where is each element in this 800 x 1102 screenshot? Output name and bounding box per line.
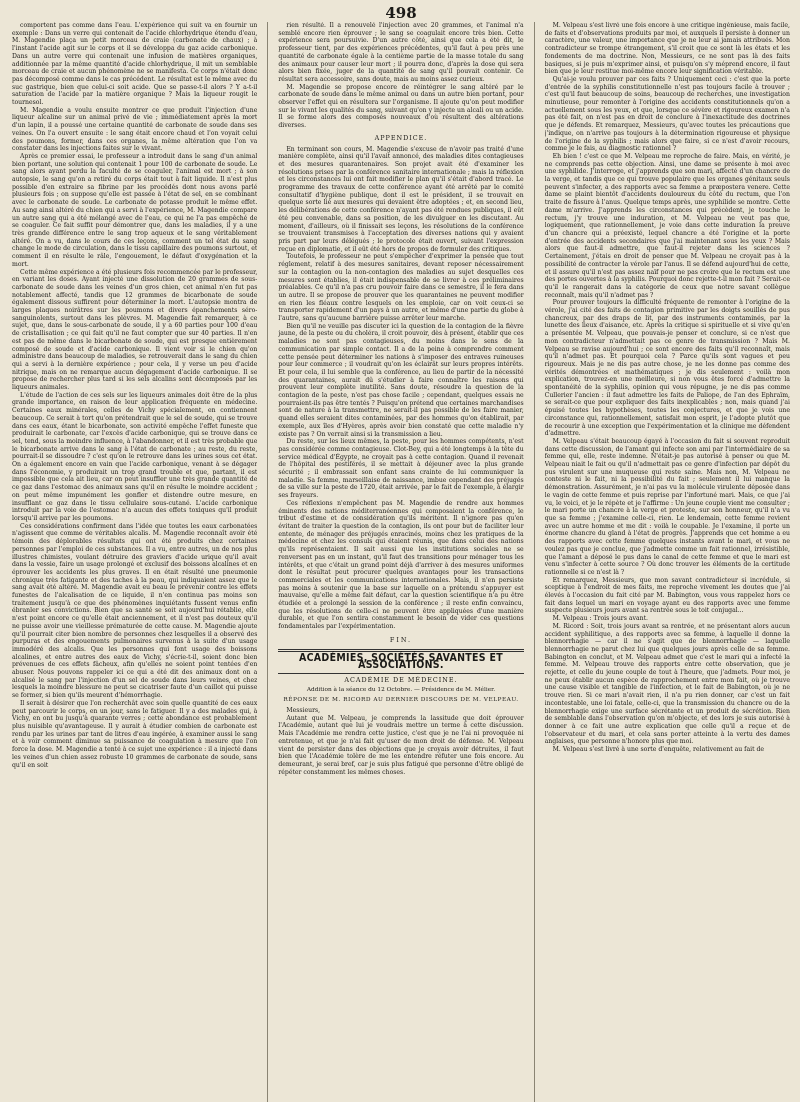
column-2 [278,22,523,1102]
paragraph: M. Velpeau s'est livré une fois encore à une critique ingénieuse, mais facile, de faits et d'observations produits par moi, et auxquels il persiste à donner un caractère, une valeur, une importance que je ne leur ai jamais attribués. Mon contradicteur se trompe étrangement, s'il croit que ce sont là les états et les fondements de ma doctrine. Non, Messieurs, ce ne sont pas là des faits basiques, si je puis m'exprimer ainsi, et puisqu'on s'y méprend encore, il faut bien que je leur restitue moi-même encore leur signification véritable. [544,22,790,76]
page-header [12,6,790,20]
paragraph: Et remarquez, Messieurs, que mon savant contradicteur si incrédule, si sceptique à l'endroit de mes faits, me reproche vivement les doutes que j'ai élevés à l'occasion du fait cité par M. Babington, vous vous rappelez hors ce fait dans lequel un mari en voyage ayant eu des rapports avec une femme suspecte plusieurs jours avant sa rentrée sous le toit conjugal... [544,576,790,615]
column-1 [12,22,257,1102]
paragraph: Du reste, sur les lieux mêmes, la peste, pour les hommes compétents, n'est pas considérée comme contagieuse. Clot-Bey, qui a été longtemps à la tête du service médical d'Égypte, ne croyait pas à cette contagion. Quand il revenait de l'hôpital des pestiférés, il se mettait à déjeuner avec la plus grande sécurité ; il embrassait son enfant sans crainte de lui communiquer la maladie. Sa femme, marseillaise de naissance, imbue cependant des préjugés de sa ville sur la peste de 1720, était arrivée, par le fait de l'exemple, à élargir ses frayeurs. [278,438,524,500]
section-rule [278,673,523,674]
paragraph: comportent pas comme dans l'eau. L'expérience qui suit va en fournir un exemple : Dans un verre qui contenait de l'acide chlorhydrique étendu d'eau, M. Magendie plaça un petit morceau de craie (carbonate de chaux) ; à l'instant l'acide agit sur le corps et il se développa du gaz acide carbonique. Dans un autre verre qui contenait une infusion de matières organiques, additionnée par la même quantité d'acide chlorhydrique, il mit un semblable morceau de craie et aucun phénomène ne se manifesta. Ce corps n'était donc pas décomposé comme dans le cas précédent. Le résultat est le même avec du suc gastrique, bien que celui-ci soit acide. Que se passe-t-il alors ? Y a-t-il saturation de l'acide par la matière organique ? Mais la liqueur rougit le tournesol. [12,22,258,107]
paragraph: Il serait à désirer que l'on recherchât avec soin quelle quantité de ces eaux peut parcourir le corps, en un jour, sans le fatiguer. Il y a des malades qui, à Vichy, en ont bu jusqu'à quarante verres ; cette abondance est probablement plus nuisible qu'avantageuse. Il y aurait à étudier combien de carbonate est rendu par les urines par tant de litres d'eau ingérée, à examiner aussi le sang et à voir comment diminue sa puissance de coagulation à mesure que l'on force la dose. M. Magendie a tenté à ce sujet une expérience : il a injecté dans les veines d'un chien assez robuste 10 grammes de carbonate de soude, sans qu'il en soit [12,699,258,769]
paragraph: M. Velpeau s'est livré à une sorte d'enquête, relativement au fait de [552,746,765,754]
paragraph: Ces considérations confirment dans l'idée que toutes les eaux carbonatées n'agissent que comme de véritables alcalis. M. Magendie reconnaît avoir été témoin des déplorables résultats qui ont été produits chez certaines personnes par l'emploi de ces substances. Il a vu, entre autres, un de nos plus illustres chimistes, voulant détruire des graviers d'acide urique qu'il avait dans la vessie, faire un usage prolongé et exclusif des boissons alcalines et en éprouver les accidents les plus graves. Il en était résulté une pneumonie chronique très fatigante et des taches à la peau, qui indiquaient assez que le sang avait été altéré. M. Magendie avait eu beau le prévenir contre les effets funestes de l'alcalisation de ce liquide, il n'en continua pas moins son traitement jusqu'à ce que des phénomènes inquiétants fussent venus enfin ébranler ses convictions. Bien que sa santé se soit aujourd'hui rétablie, elle n'est point encore ce qu'elle était anciennement, et il n'est pas douteux qu'il ne puisse avoir une vieillesse prématurée de cette cause. M. Magendie ajoute qu'il pourrait citer bien nombre de personnes chez lesquelles il a observé des purpuras et des engouements pulmonaires survenus à la suite d'un usage immodéré des alcalis. Que les personnes qui font usage des boissons alcalines, et entre autres des eaux de Vichy, s'écrie-t-il, soient donc bien prévenues de ces effets fâcheux, afin qu'elles ne soient point tentées d'en abuser. Nous pouvons rappeler ici ce qui a été dit des animaux dont on a alcalisé le sang par l'injection d'un sel de soude dans leurs veines, et chez lesquels la moindre blessure ne peut se cicatriser faute d'un caillot qui puisse se former, si bien qu'ils meurent d'hémorrhagie. [12,522,258,700]
paragraph: M. Magendie a voulu ensuite montrer ce que produit l'injection d'une liqueur alcaline sur un animal privé de vie ; immédiatement après la mort d'un lapin, il a poussé une certaine quantité de carbonate de soude dans ses veines. On l'a ouvert ensuite : le sang était encore chaud et l'on voyait celui des poumons, former, dans ces organes, la même altération que l'on va constater dans les injections faites sur le vivant. [12,106,258,153]
session-line: Addition à la séance du 12 Octobre. — Présidence de M. Mélier. [306,686,496,693]
paragraph: Cette même expérience a été plusieurs fois recommencée par le professeur, en variant les doses. Ayant injecté une dissolution de 20 grammes de sous-carbonate de soude dans les veines d'un gros chien, cet animal n'en fut pas notablement affecté, tandis que 12 grammes de bicarbonate de soude également dissous suffirent pour déterminer la mort. L'autopsie montra de larges plaques noirâtres sur les poumons et divers épanchements séro-sanguinolents, surtout dans les plèvres. M. Magendie fait remarquer, à ce sujet, que, dans le sous-carbonate de soude, il y a 60 parties pour 100 d'eau de cristallisation ; ce qui fait qu'il ne faut compter que sur 40 parties. Il n'en est pas de même dans le bicarbonate de soude, qui est presque entièrement composé de soude et d'acide carbonique. Il vient voir si le chien qu'on administre dans beaucoup de maladies, se retrouverait dans le sang du chien qui a servi à la dernière expérience ; pour cela, il y verse un peu d'acide nitrique, mais on ne remarque aucun dégagement d'acide carbonique. Il se propose de rechercher plus tard si les sels alcalins sont décomposés par les liqueurs animales. [12,268,258,392]
paragraph: En terminant son cours, M. Magendie s'excuse de n'avoir pas traité d'une manière complète, ainsi qu'il l'avait annoncé, des maladies dites contagieuses et des mesures quarantenaires. Son projet avait été d'examiner les résolutions prises par la conférence sanitaire internationale ; mais la réflexion et les circonstances lui ont fait modifier le plan qu'il s'était d'abord tracé. Le programme des travaux de cette conférence ayant été arrêté par le comité consultatif d'hygiène publique, dont il est le président, il se trouvait en quelque sorte lié aux mesures qui devaient être adoptées ; et, en second lieu, les délibérations de cette conférence n'ayant pas été rendues publiques, il eût été peu convenable, dans sa position, de les divulguer en les discutant. Au moment, d'ailleurs, où il finissait ses leçons, les résolutions de la conférence se trouvaient transmises à l'acceptation des diverses nations qui y avaient pris part par leurs délégués ; le protocole était ouvert, suivant l'expression reçue en diplomatie, et il eût été hors de propos de formuler des critiques. [278,145,524,253]
paragraph: Après ce premier essai, le professeur a introduit dans le sang d'un animal bien portant, une solution qui contenait 1 pour 100 de carbonate de soude. Le sang alors ayant perdu la faculté de se coaguler, l'animal est mort ; à son autopsie, le sang qu'on a retiré du corps était tout à fait liquide. Il n'est plus possible d'en extraire sa fibrine par les procédés dont nous avons parlé plusieurs fois ; on suppose qu'elle est passée à l'état de sel, en se combinant avec le carbonate de soude. Le carbonate de potasse produit le même effet. Au sang ainsi altéré du chien qui a servi à l'expérience, M. Magendie compare un autre sang qui a été mélangé avec de l'eau, ce qui ne l'a pas empêché de se coaguler. Ce fait suffit pour démontrer que, dans les maladies, il y a une très grande différence entre le sang trop aqueux et le sang véritablement altéré. On a vu, dans le cours de ces leçons, comment un tel état du sang change le mode de circulation, dans le tissu capillaire des poumons surtout, et comment il en résulte le râle, l'engouement, le défaut d'oxygénation et la mort. [12,152,258,268]
paragraph: M. Magendie se propose encore de réintégrer le sang altéré par le carbonate de soude dans le même animal ou dans un autre bien portant, pour observer l'effet qui en résultera sur l'organisme. Il ajoute qu'on peut modifier sur le vivant les qualités du sang, suivant qu'on y injecte un alcali ou un acide. Il se forme alors des composés nouveaux d'où résultent des altérations diverses. [278,83,524,130]
paragraph: Eh bien ! c'est ce que M. Velpeau me reproche de faire. Mais, en vérité, je ne comprends pas cette objection. Ainsi, une dame se présente à moi avec une syphilide. J'interroge, et j'apprends que son mari, affecté d'un chancre de la verge, et tandis que ce qui trouve populaire que les organes génitaux seuls peuvent s'infecter, a des rapports avec sa femme a præpostera venere. Cette dame se plaint bientôt d'accidents douloureux du côté du rectum, que l'on traite de fissure à l'anus. Quelque temps après, une syphilide se montre. Cette dame m'arrive. J'apprends les circonstances qui précèdent, je touche le rectum, j'y trouve une induration, et M. Velpeau ne veut pas que, logiquement, que rationnellement, je voie dans cette induration la preuve d'un chancre qui a préexisté, lequel chancre a été l'origine et la porte d'entrée des accidents secondaires que j'ai maintenant sous les yeux ? Mais alors que faut-il admettre, que faut-il rejeter dans les sciences ? Certainement, j'étais en droit de penser que M. Velpeau ne croyait pas à la possibilité de contracter la vérole par l'anus. Il se défend aujourd'hui de cette, et il assure qu'il n'est pas assez naïf pour ne pas croire que le rectum est une des portes ouvertes à la syphilis. Pourquoi donc rejette-t-il mon fait ? Serait-ce qu'il le rangerait dans la catégorie de ceux que notre savant collègue reconnaît, mais qu'il n'admet pas ? [544,152,790,299]
dialogue-line: M. Ricord : Soit, trois jours avant sa rentrée, et ne présentant alors aucun accident syphilitique, a des rapports avec sa femme, à laquelle il donne la blennorrhagie — car il ne s'agit que de blennorrhagie — laquelle blennorrhagie ne parut chez lui que quelques jours après celle de sa femme. Babington en conclut, et M. Velpeau admet que c'est le mari qui a infecté la femme. M. Velpeau trouve des rapports entre cette observation, que je rejette, et celle du jeune couple de tout à l'heure, que j'admets. Pour moi, je ne peux établir aucun espèce de rapprochement entre mon fait, où je trouve une cause visible et tangible de l'infection, et le fait de Babington, où je ne trouve rien. Si ce mari n'avait rien, il n'a pu rien donner, car c'est un fait incontestable, une loi fatale, celle-ci, que la transmission du chancre ou de la blennorrhagie exige une surface sécrétante et un produit de sécrétion. Rien de semblable dans l'observation qu'on m'objecte, et des lors je suis autorisé à donner à ce fait une autre explication que celle qu'il a reçue et de l'observateur et du mari, et cela sans porter atteinte à la vertu des dames anglaises, que personne n'honore plus que moi. [544,622,790,746]
paragraph: Qu'ai-je voulu prouver par ces faits ? Uniquement ceci : c'est que la porte d'entrée de la syphilis constitutionnelle n'est pas toujours facile à trouver ; c'est qu'il faut beaucoup de soins, beaucoup de recherches, une investigation minutieuse, pour remonter à l'origine des accidents constitutionnels qu'on a actuellement sous les yeux, et que, lorsque ce sévère et rigoureux examen n'a pas été fait, on n'est pas en droit de conclure à l'inexactitude des doctrines que je défends. Et remarquez, Messieurs, qu'avec toutes les précautions que j'indique, on n'arrive pas toujours à la détermination rigoureuse et physique de l'origine de la syphilis ; mais alors que faire, si ce n'est d'avoir recours, comme je le fais, au diagnostic rationnel ? [544,75,790,153]
text-columns [12,22,790,1102]
appendix-heading: APPENDICE. [374,133,428,142]
paragraph: Autant que M. Velpeau, je comprends la lassitude que doit éprouver l'Académie, autant que lui je voudrais mettre un terme à cette discussion. Mais l'Académie me rendra cette justice, c'est que je ne l'ai ni provoquée ni entretenue, et que je n'ai fait qu'user de mon droit de défense. M. Velpeau vient de persister dans des objections que je croyais avoir détruites, il faut bien que l'Académie tolère de me les entendre réfuter une fois encore. Au demeurant, je serai bref, car je suis plus fatigué que personne d'être obligé de répéter constamment les mêmes choses. [278,714,524,776]
paragraph: Ces réflexions n'empêchent pas M. Magendie de rendre aux hommes éminents des nations méditerranéennes qui composaient la conférence, le tribut d'estime et de considération qu'ils méritent. Il n'ignore pas qu'en évitant de traiter la question de la contagion, ils ont pour but de faciliter leur entente, de ménager des préjugés enracinés, moins chez les pratiques de la médecine et chez les consuls qui étaient réunis, que dans celui des nations qu'ils représentaient. Il sait aussi que les institutions sociales ne se renversent pas en un instant, qu'il faut des transitions pour ménager tous les intérêts, et que c'était un grand point déjà d'arriver à des mesures uniformes dont le résultat peut procurer quelques avantages pour les transactions commerciales et les communications internationales. Mais, il n'en persiste pas moins à soutenir que la base sur laquelle on a prétendu s'appuyer est mauvaise, qu'elle a même fait défaut, car la question scientifique n'a pu être étudiée et a prolongé la session de la conférence ; il reste enfin convaincu, que les résolutions de celle-ci ne peuvent être appliquées d'une manière durable, et que l'on sentira constamment le besoin de vider ces questions fondamentales par l'expérimentation. [278,499,524,631]
academies-heading: ACADÉMIES, SOCIÉTÉS SAVANTES ET ASSOCIATIONS. [298,651,503,672]
paragraph: Bien qu'il ne veuille pas discuter ici la question de la contagion de la fièvre jaune, de la peste ou du choléra, il croit pouvoir, dès à présent, établir que ces maladies ne sont pas contagieuses, du moins dans le sens de la communication par simple contact. Il a de la peine à comprendre comment cette pensée peut déterminer les nations à s'imposer des entraves ruineuses pour leur commerce ; il voudrait qu'on les éclairât sur leurs propres intérêts. Et pour cela, il lui semble que la conférence, au lieu de partir de la nécessité des quarantaines, aurait dû s'étudier à faire connaître les raisons qui prouvent leur complète inutilité. Sans doute, résoudre la question de la contagion de la peste, n'est pas chose facile ; cependant, quelques essais ne pourraient-ils pas être tentés ? Puisqu'on prétend que certaines marchandises sont de nature à la transmettre, ne serait-il pas possible de les faire manier, quand elles seraient dites contaminées, par des hommes qu'on établirait, par exemple, aux îles d'Hyères, après avoir bien constaté que cette maladie n'y existe pas ? On verrait ainsi si la transmission a lieu. [278,322,524,438]
paragraph: Pour prouver toujours la difficulté fréquente de remonter à l'origine de la vérole, j'ai cité des faits de contagion primitive par les doigts souillés de pus chancreux, par des draps de lit, par des instruments contaminés, par la lunette des lieux d'aisance, etc. Après la critique si spirituelle et si vive qu'en a présentée M. Velpeau, que pouvais-je penser et conclure, si ce n'est que mon contradicteur n'admettait pas ce genre de transmission ? Mais M. Velpeau se ravise aujourd'hui ; ce sont encore des faits qu'il reconnaît, mais qu'il n'admet pas. Et pourquoi cela ? Parce qu'ils sont vagues et peu rigoureux. Mais je ne dis pas autre chose, je ne les donne pas comme des vérités démontrées et mathématiques ; je dis seulement : voilà mon explication, trouvez-en une meilleure, si non vous êtes forcé d'admettre la spontanéité de la syphilis, opinion qui vous répugne, je ne dis pas comme Cullerier l'ancien : il faut admettre les faits de Paliope, de l'an des Ephraïm, se serait-ce que pour expliquer des faits inexplicables ; non, mais quand j'ai épuisé toutes les hypothèses, toutes les conjectures, et que je vois une circonstance qui, rationnellement, satisfait mon esprit, je l'adopte plutôt que de recourir à une exception que l'expérimentation et la clinique me défendent d'admettre. [544,299,790,438]
paragraph: M. Velpeau s'était beaucoup égayé à l'occasion du fait si souvent reproduit dans cette discussion, de l'amant qui infecte son ami par l'intermédiaire de sa femme qui, elle, reste indemne. N'était-je pas autorisé à penser ou que M. Velpeau niait le fait ou qu'il n'admettait pas ce genre d'infection par dépôt du pus virulent sur une muqueuse qui reste saine. Mais non, M. Velpeau ne conteste ni le fait, ni la possibilité du fait ; seulement il lui manque la démonstration. Assurément, je n'ai pas vu la molécule virulente déposée dans le vagin de cette femme et puis reprise par l'infortuné mari. Mais, ce que j'ai vu, le voici, et je le répète et je l'affirme : Un jeune couple vient me consulter ; le mari porte un chancre à la verge et proteste, sur son honneur, qu'il n'a vu que sa femme ; j'examine celle-ci, rien. Le lendemain, cette femme revient avec un autre homme et me dit : voilà le coupable. Je l'examine, il porte un énorme chancre du gland à l'état de progrès. J'apprends que cet homme a eu des rapports avec cette femme quelques instants avant le mari, et vous ne voulez pas que je conclue, que j'admette comme un fait rationnel, irrésistible, que l'amant a déposé le pus dans le canal de cette femme et que le mari est venu s'infecter à cette source ? Où donc trouver les éléments de la certitude rationnelle si ce n'est là ? [544,437,790,576]
paragraph: rien résulté. Il a renouvelé l'injection avec 20 grammes, et l'animal n'a semblé encore rien éprouver ; le sang se coagulait encore très bien. Cette expérience sera poursuivie. D'un autre côté, ainsi que cela a été dit, le professeur tient, par des expériences précédentes, qu'il faut à peu près une quantité de carbonate égale à la centième partie de la masse totale du sang des animaux pour causer leur mort ; il pourra donc, d'après la dose qui sera alors bien fixée, juger de la quantité de sang qu'il pouvait contenir. Ce résultat sera accessoire, sans doute, mais au moins assez curieux. [278,22,524,83]
page-number: 498 [385,4,417,22]
salutation: Messieurs, [286,707,321,715]
academie-name: ACADÉMIE DE MÉDECINE. [344,675,458,684]
column-divider [267,22,268,1102]
fin-marker: FIN. [389,635,413,644]
paragraph: L'étude de l'action de ces sels sur les liqueurs animales doit être de la plus grande importance, en raison de leur application fréquente en médecine. Certaines eaux minérales, celles de Vichy spécialement, en contiennent beaucoup. Ce serait à tort qu'on prétendrait que le sel de soude, qui se trouve dans ces eaux, étant le bicarbonate, son activité empêche l'effet funeste que produirait le carbonate, car l'excès d'acide carbonique, qui se trouve dans ce sel, tend, sous la moindre influence, à l'abandonner, et il est très probable que le bicarbonate arrive dans le sang à l'état de carbonate ; au reste, du reste, pourrait-il se dissoudre ? c'est qu'on le retrouve dans les urines sous cet état. On a également encore en vain que l'acide carbonique, venant à se dégager dans l'économie, y produirait un trop grand trouble et que, partant, il est impossible que cela ait lieu, car on peut insuffler une très grande quantité de ce gaz dans l'estomac des animaux sans qu'il en résulte le moindre accident ; on peut même impunément les gonfler et distendre outre mesure, en insufflant ce gaz dans le tissu cellulaire sous-cutané. L'acide carbonique introduit par la voie de l'estomac n'a aucun des effets toxiques qu'il produit lorsqu'il arrive par les poumons. [12,391,258,522]
reply-heading: RÉPONSE DE M. RICORD AU DERNIER DISCOURS DE M. VELPEAU. [283,697,519,704]
dialogue-line: M. Velpeau : Trois jours avant. [552,615,648,623]
paragraph: Toutefois, le professeur ne peut s'empêcher d'exprimer la pensée que tout réglement, relatif à des mesures sanitaires, devant reposer nécessairement sur la contagion ou la non-contagion des maladies au sujet desquelles ces mesures sont établies, il était indispensable de se livrer à ces préliminaires préalables. Ce qu'il n'a pas cru pouvoir faire dans ce semestre, il le fera dans un autre. Il se propose de prouver que les quarantaines ne peuvent modifier en rien les fléaux contre lesquels on les emploie, car on voit ceux-ci se transporter rapidement d'un pays à un autre, et même d'une partie du globe à l'autre, sans qu'aucune barrière puisse arrêter leur marche. [278,253,524,323]
column-divider [534,22,535,1102]
column-3 [545,22,790,1102]
